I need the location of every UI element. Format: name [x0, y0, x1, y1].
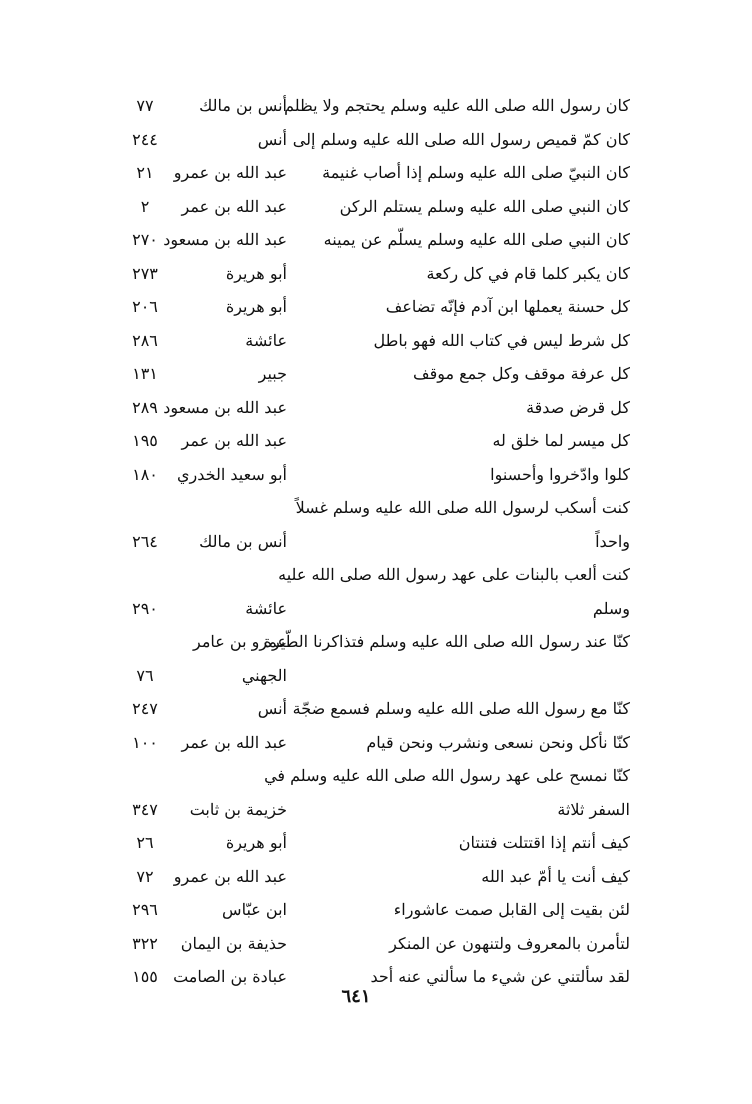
hadith-text: كان النبي صلى الله عليه وسلم يستلم الركن	[339, 196, 630, 216]
page-reference: ٧٢	[136, 866, 154, 886]
index-entry	[0, 157, 752, 189]
index-entry	[0, 693, 752, 725]
hadith-text: كنّا نمسح على عهد رسول الله صلى الله عليه وسلم في	[264, 766, 630, 785]
page-reference: ٢٦٤	[132, 531, 158, 551]
index-entry	[0, 928, 752, 960]
index-entry	[0, 794, 752, 826]
index-entry	[0, 191, 752, 223]
narrator-name: حذيفة بن اليمان	[180, 933, 287, 953]
index-entry	[0, 358, 752, 390]
index-entry	[0, 224, 752, 256]
hadith-text: كل ميسر لما خلق له	[492, 431, 630, 450]
page-reference: ٢	[140, 196, 150, 216]
narrator-name: عبد الله بن عمر	[181, 196, 287, 216]
narrator-name: عبد الله بن عمرو	[173, 163, 287, 182]
index-entry	[0, 626, 752, 658]
index-entry	[0, 559, 752, 591]
page-reference: ١٨٠	[132, 464, 158, 484]
index-entry	[0, 392, 752, 424]
page-reference: ٣٤٧	[132, 799, 158, 819]
hadith-text: كنّا عند رسول الله صلى الله عليه وسلم فتذاكرنا الطّيرة	[263, 632, 630, 651]
page-reference: ٢٤٧	[132, 699, 158, 718]
page-reference: ٢٨٩	[132, 397, 158, 417]
hadith-text: كان النبيّ صلى الله عليه وسلم إذا أصاب غنيمة	[322, 163, 630, 182]
hadith-text: كيف أنت يا أمّ عبد الله	[481, 866, 630, 886]
narrator-name: عبد الله بن مسعود	[163, 397, 287, 417]
index-entry	[0, 90, 752, 122]
index-entry	[0, 258, 752, 290]
narrator-name: عمرو بن عامر	[193, 632, 287, 651]
page-reference: ٧٧	[136, 96, 154, 115]
hadith-text: كنت ألعب بالبنات على عهد رسول الله صلى الله عليه	[278, 565, 630, 584]
hadith-text: كان كمّ قميص رسول الله صلى الله عليه وسلم إلى	[292, 129, 630, 149]
page-reference: ٢٩٦	[132, 900, 158, 919]
index-entry	[0, 894, 752, 926]
narrator-name: عائشة	[245, 330, 287, 350]
index-entry	[0, 660, 752, 692]
index-entry	[0, 861, 752, 893]
narrator-name: أنس بن مالك	[199, 531, 287, 551]
narrator-name: عبد الله بن عمرو	[173, 866, 287, 886]
hadith-text: كل عرفة موقف وكل جمع موقف	[413, 364, 630, 383]
page-number: ٦٤١	[341, 986, 371, 1007]
page-reference: ١٥٥	[132, 967, 158, 986]
narrator-name: عائشة	[245, 598, 287, 618]
hadith-text: كل قرض صدقة	[526, 397, 630, 417]
hadith-text: كنت أسكب لرسول الله صلى الله عليه وسلم غسلاً	[295, 498, 630, 517]
narrator-name: ابن عبّاس	[222, 900, 287, 919]
page-reference: ٢١	[136, 163, 154, 182]
hadith-text: السفر ثلاثة	[557, 799, 630, 819]
page-reference: ٧٦	[136, 665, 154, 685]
narrator-name: أنس بن مالك	[199, 96, 287, 115]
narrator-name: جبير	[258, 364, 287, 383]
narrator-name: عبد الله بن مسعود	[163, 230, 287, 249]
page-reference: ٢٧٣	[132, 263, 158, 283]
index-entry	[0, 124, 752, 156]
index-entry	[0, 727, 752, 759]
index-entry	[0, 459, 752, 491]
narrator-name: عبد الله بن عمر	[181, 431, 287, 450]
narrator-name: أبو سعيد الخدري	[177, 464, 287, 484]
hadith-text: وسلم	[592, 598, 630, 618]
page-reference: ٢٤٤	[132, 129, 158, 149]
hadith-text: واحداً	[595, 531, 630, 551]
hadith-text: كنّا مع رسول الله صلى الله عليه وسلم فسمع ضجّة	[292, 699, 630, 718]
hadith-text: كان النبي صلى الله عليه وسلم يسلّم عن يمينه	[323, 230, 630, 249]
page-reference: ٢٠٦	[132, 297, 158, 316]
index-entry	[0, 593, 752, 625]
index-entry	[0, 492, 752, 524]
narrator-name: خزيمة بن ثابت	[189, 799, 287, 819]
page-reference: ٢٧٠	[132, 230, 158, 249]
narrator-name: عبد الله بن عمر	[181, 732, 287, 752]
narrator-name: أبو هريرة	[225, 297, 287, 316]
hadith-text: كان رسول الله صلى الله عليه وسلم يحتجم ولا يظلم	[284, 96, 630, 115]
page-reference: ١٣١	[132, 364, 158, 383]
index-entry	[0, 760, 752, 792]
page-reference: ٢٦	[136, 833, 154, 852]
hadith-text: كلوا وادّخروا وأحسنوا	[490, 464, 630, 484]
narrator-name: أنس	[257, 699, 287, 718]
narrator-name: عبادة بن الصامت	[173, 967, 287, 986]
narrator-name: الجهني	[241, 665, 287, 685]
narrator-name: أبو هريرة	[225, 833, 287, 852]
index-entry	[0, 827, 752, 859]
hadith-text: لقد سألتني عن شيء ما سألني عنه أحد	[370, 967, 630, 986]
hadith-text: كل حسنة يعملها ابن آدم فإنّه تضاعف	[385, 297, 630, 316]
index-entry	[0, 291, 752, 323]
hadith-text: لئن بقيت إلى القابل صمت عاشوراء	[393, 900, 630, 919]
narrator-name: أبو هريرة	[225, 263, 287, 283]
page-reference: ٣٢٢	[132, 933, 158, 953]
index-entry	[0, 526, 752, 558]
hadith-text: كيف أنتم إذا اقتتلت فتنتان	[458, 833, 630, 852]
narrator-name: أنس	[257, 129, 287, 149]
hadith-text: كل شرط ليس في كتاب الله فهو باطل	[373, 330, 630, 350]
hadith-text: لتأمرن بالمعروف ولتنهون عن المنكر	[389, 933, 630, 953]
hadith-text: كنّا نأكل ونحن نسعى ونشرب ونحن قيام	[366, 732, 630, 752]
hadith-text: كان يكبر كلما قام في كل ركعة	[426, 263, 630, 283]
index-entry	[0, 425, 752, 457]
page-reference: ٢٩٠	[132, 598, 158, 618]
page-reference: ١٩٥	[132, 431, 158, 450]
page-reference: ١٠٠	[132, 732, 158, 752]
page-reference: ٢٨٦	[132, 330, 158, 350]
index-entry	[0, 325, 752, 357]
